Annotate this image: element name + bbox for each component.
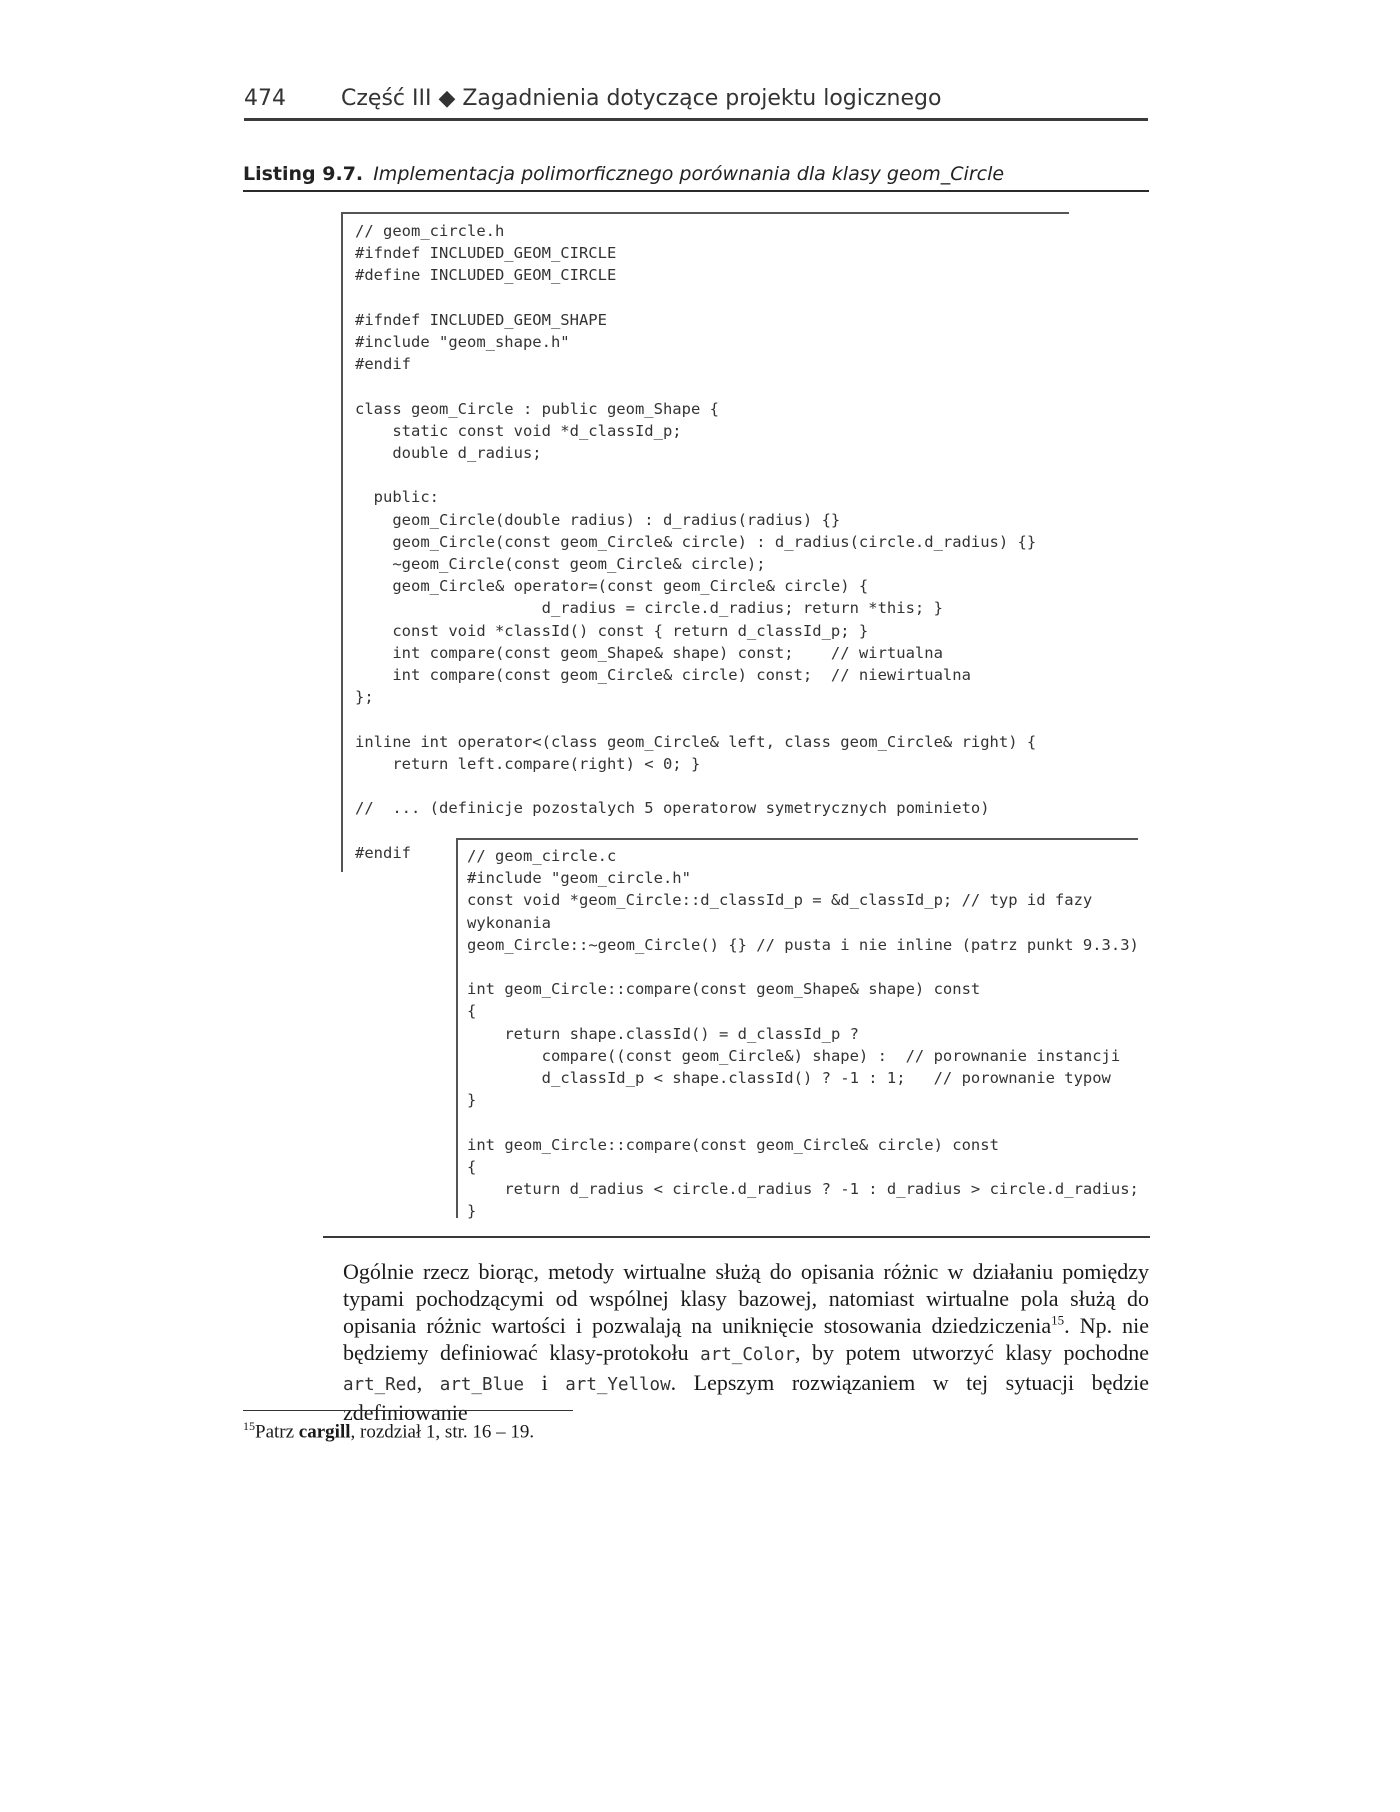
footnote-number: 15 [243, 1419, 255, 1433]
paragraph-text-3: , by potem utworzyć klasy pochodne [795, 1340, 1149, 1365]
footnote-reference: 15 [1051, 1312, 1065, 1328]
paragraph-text-1: Ogólnie rzecz biorąc, metody wirtualne służą do opisania różnic w działaniu pomiędzy typami pochodzącymi od wspólnej klasy bazowej, natomiast wirtualne pola służą do opisania różnic wartości i pozwalają na uniknięcie stosowania dziedziczenia [343, 1259, 1149, 1338]
paragraph-text-4: , [416, 1370, 440, 1395]
listing-title: Implementacja polimorficznego porównania dla klasy geom_Circle [373, 163, 1005, 185]
listing-caption [243, 163, 1149, 192]
code-box-source-file [456, 838, 1139, 1221]
code-source-file: // geom_circle.c #include "geom_circle.h" const void *geom_Circle::d_classId_p = &d_classId_p; // typ id fazy wykonania geom_Circle::~geom_Circle() {} // pusta i nie inline (patrz punkt 9.3.3) int geom_Circle::compare(const geom_Shape& shape) const { return shape.classId() = d_classId_p ? compare((const geom_Circle&) shape) : // porownanie instancji d_classId_p < shape.classId() ? -1 : 1; // porownanie typow } int geom_Circle::compare(const geom_Circle& circle) const { return d_radius < circle.d_radius ? -1 : d_radius > circle.d_radius; } [467, 847, 1139, 1221]
paragraph-text-5: i [524, 1370, 566, 1395]
paragraph-text-6: . Lepszym rozwiązaniem w tej sytuacji będzie zdefiniowanie [343, 1370, 1149, 1425]
code-header-file: // geom_circle.h #ifndef INCLUDED_GEOM_CIRCLE #define INCLUDED_GEOM_CIRCLE #ifndef INCLUDED_GEOM_SHAPE #include "geom_shape.h" #endif class geom_Circle : public geom_Shape { static const void *d_classId_p; double d_radius; public: geom_Circle(double radius) : d_radius(radius) {} geom_Circle(const geom_Circle& circle) : d_radius(circle.d_radius) {} ~geom_Circle(const geom_Circle& circle); geom_Circle& operator=(const geom_Circle& circle) { d_radius = circle.d_radius; return *this; } const void *classId() const { return d_classId_p; } int compare(const geom_Shape& shape) const; // wirtualna int compare(const geom_Circle& circle) const; // niewirtualna }; inline int operator<(class geom_Circle& left, class geom_Circle& right) { return left.compare(right) < 0; } // ... (definicje pozostalych 5 operatorow symetrycznych pominieto) #endif [355, 222, 1037, 862]
running-header [244, 82, 1148, 121]
footnote [243, 1419, 943, 1443]
code-inline-art-blue: art_Blue [439, 1375, 525, 1395]
body-paragraph [343, 1258, 1149, 1426]
code-inline-art-red: art_Red [343, 1375, 417, 1395]
listing-label: Listing 9.7. [243, 163, 364, 185]
page-number: 474 [244, 86, 286, 111]
footnote-suffix: , rozdział 1, str. 16 – 19. [350, 1421, 535, 1443]
code-box-header-file [341, 212, 1069, 872]
footnote-source: cargill [298, 1421, 351, 1443]
running-title: Część III ◆ Zagadnienia dotyczące projektu logicznego [341, 86, 942, 111]
footnote-rule [243, 1410, 573, 1411]
listing-end-rule [323, 1236, 1150, 1238]
code-inline-art-yellow: art_Yellow [565, 1375, 671, 1395]
code-inline-art-color: art_Color [700, 1345, 795, 1365]
footnote-prefix: Patrz [255, 1421, 299, 1443]
paragraph-text-2: . Np. nie będziemy definiować klasy-protokołu [343, 1313, 1149, 1365]
